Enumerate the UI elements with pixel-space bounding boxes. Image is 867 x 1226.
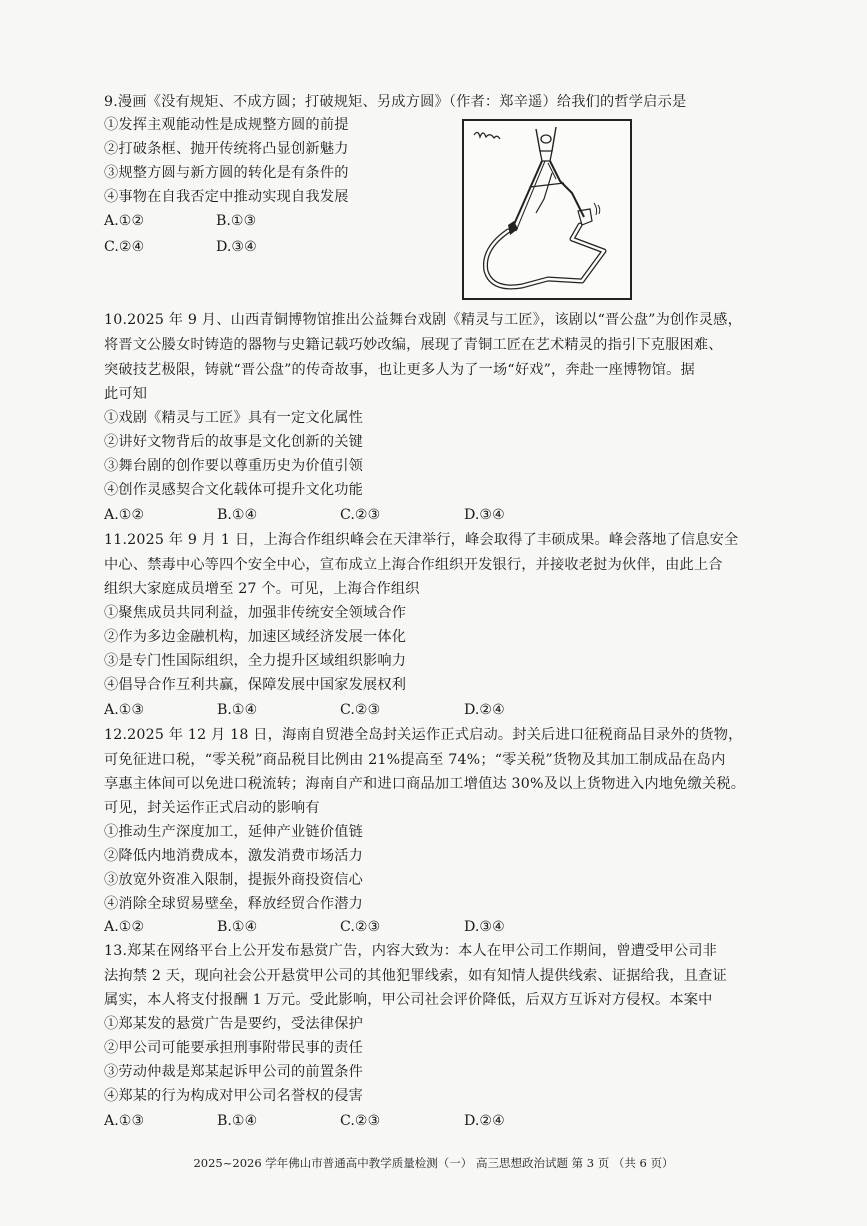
q10-option-b: B.①④: [217, 507, 258, 523]
compass-cartoon-icon: [464, 121, 630, 298]
q11-option-b: B.①④: [217, 702, 258, 718]
q11-item-1: ①聚焦成员共同利益，加强非传统安全领域合作: [104, 605, 407, 621]
q10-stem-line-4: 此可知: [104, 386, 148, 402]
q11-option-a: A.①③: [104, 702, 145, 718]
q10-item-4: ④创作灵感契合文化载体可提升文化功能: [104, 482, 363, 498]
q9-cartoon-image: [462, 119, 632, 300]
q13-option-b: B.①④: [217, 1113, 258, 1129]
q9-option-a: A.①②: [104, 213, 145, 229]
q11-item-4: ④倡导合作互利共赢，保障发展中国家发展权利: [104, 677, 407, 693]
q13-stem-line-1: 13.郑某在网络平台上公开发布悬赏广告，内容大致为：本人在甲公司工作期间，曾遭受甲公司非: [104, 943, 718, 959]
q11-item-2: ②作为多边金融机构，加速区域经济发展一体化: [104, 629, 407, 645]
q13-item-4: ④郑某的行为构成对甲公司名誉权的侵害: [104, 1088, 363, 1104]
q11-item-3: ③是专门性国际组织，全力提升区域组织影响力: [104, 653, 407, 669]
q9-option-d: D.③④: [216, 239, 257, 255]
q12-item-2: ②降低内地消费成本，激发消费市场活力: [104, 848, 363, 864]
q10-item-1: ①戏剧《精灵与工匠》具有一定文化属性: [104, 410, 363, 426]
q9-item-4: ④事物在自我否定中推动实现自我发展: [104, 189, 349, 205]
q11-option-c: C.②③: [340, 702, 381, 718]
q12-option-a: A.①②: [104, 919, 145, 935]
q13-item-2: ②甲公司可能要承担刑事附带民事的责任: [104, 1040, 363, 1056]
q9-option-b: B.①③: [216, 213, 257, 229]
q12-option-c: C.②③: [340, 919, 381, 935]
q10-item-3: ③舞台剧的创作要以尊重历史为价值引领: [104, 458, 363, 474]
q12-stem-line-3: 享惠主体间可以免进口税流转；海南自产和进口商品加工增值达 30%及以上货物进入内地免缴关税。: [104, 776, 746, 792]
q11-stem-line-3: 组织大家庭成员增至 27 个。可见，上海合作组织: [104, 581, 420, 597]
q10-option-d: D.③④: [464, 507, 505, 523]
q13-item-1: ①郑某发的悬赏广告是要约，受法律保护: [104, 1016, 363, 1032]
q9-item-3: ③规整方圆与新方圆的转化是有条件的: [104, 165, 349, 181]
q12-option-b: B.①④: [217, 919, 258, 935]
q9-item-2: ②打破条框、抛开传统将凸显创新魅力: [104, 141, 349, 157]
q12-item-3: ③放宽外资准入限制，提振外商投资信心: [104, 872, 363, 888]
q10-stem-line-1: 10.2025 年 9 月、山西青铜博物馆推出公益舞台戏剧《精灵与工匠》，该剧以“晋公盘”为创作灵感，: [104, 312, 742, 328]
q13-option-d: D.②④: [464, 1113, 505, 1129]
q12-item-1: ①推动生产深度加工，延伸产业链价值链: [104, 824, 363, 840]
page-footer: 2025~2026 学年佛山市普通高中教学质量检测（一） 高三思想政治试题 第 3 页 （共 6 页）: [193, 1156, 674, 1170]
q9-stem: 9.漫画《没有规矩、不成方圆；打破规矩、另成方圆》（作者：郑辛遥）给我们的哲学启示是: [104, 94, 687, 110]
q12-option-d: D.③④: [464, 919, 505, 935]
q12-stem-line-1: 12.2025 年 12 月 18 日，海南自贸港全岛封关运作正式启动。封关后进口征税商品目录外的货物，: [104, 727, 743, 743]
q10-item-2: ②讲好文物背后的故事是文化创新的关键: [104, 434, 363, 450]
q13-stem-line-2: 法拘禁 2 天，现向社会公开悬赏甲公司的其他犯罪线索，如有知情人提供线索、证据给我，且查证: [104, 968, 727, 984]
q12-item-4: ④消除全球贸易壁垒，释放经贸合作潜力: [104, 896, 363, 912]
q13-item-3: ③劳动仲裁是郑某起诉甲公司的前置条件: [104, 1064, 363, 1080]
q12-stem-line-4: 可见，封关运作正式启动的影响有: [104, 800, 320, 816]
q10-stem-line-2: 将晋文公媵女时铸造的器物与史籍记载巧妙改编，展现了青铜工匠在艺术精灵的指引下克服困难、: [104, 337, 723, 353]
q10-option-a: A.①②: [104, 507, 145, 523]
q9-option-c: C.②④: [104, 239, 145, 255]
q11-stem-line-1: 11.2025 年 9 月 1 日，上海合作组织峰会在天津举行，峰会取得了丰硕成果。峰会落地了信息安全: [104, 532, 739, 548]
q13-option-a: A.①③: [104, 1113, 145, 1129]
q11-option-d: D.②④: [464, 702, 505, 718]
q11-stem-line-2: 中心、禁毒中心等四个安全中心，宣布成立上海合作组织开发银行，并接收老挝为伙伴，由此上合: [104, 557, 723, 573]
q9-item-1: ①发挥主观能动性是成规整方圆的前提: [104, 117, 349, 133]
q13-stem-line-3: 属实，本人将支付报酬 1 万元。受此影响，甲公司社会评价降低，后双方互诉对方侵权。本案中: [104, 992, 713, 1008]
q13-option-c: C.②③: [340, 1113, 381, 1129]
q10-stem-line-3: 突破技艺极限，铸就“晋公盘”的传奇故事，也让更多人为了一场“好戏”，奔赴一座博物馆。据: [104, 362, 695, 378]
q10-option-c: C.②③: [340, 507, 381, 523]
q12-stem-line-2: 可免征进口税，“零关税”商品税目比例由 21%提高至 74%；“零关税”货物及其加工制成品在岛内: [104, 752, 726, 768]
